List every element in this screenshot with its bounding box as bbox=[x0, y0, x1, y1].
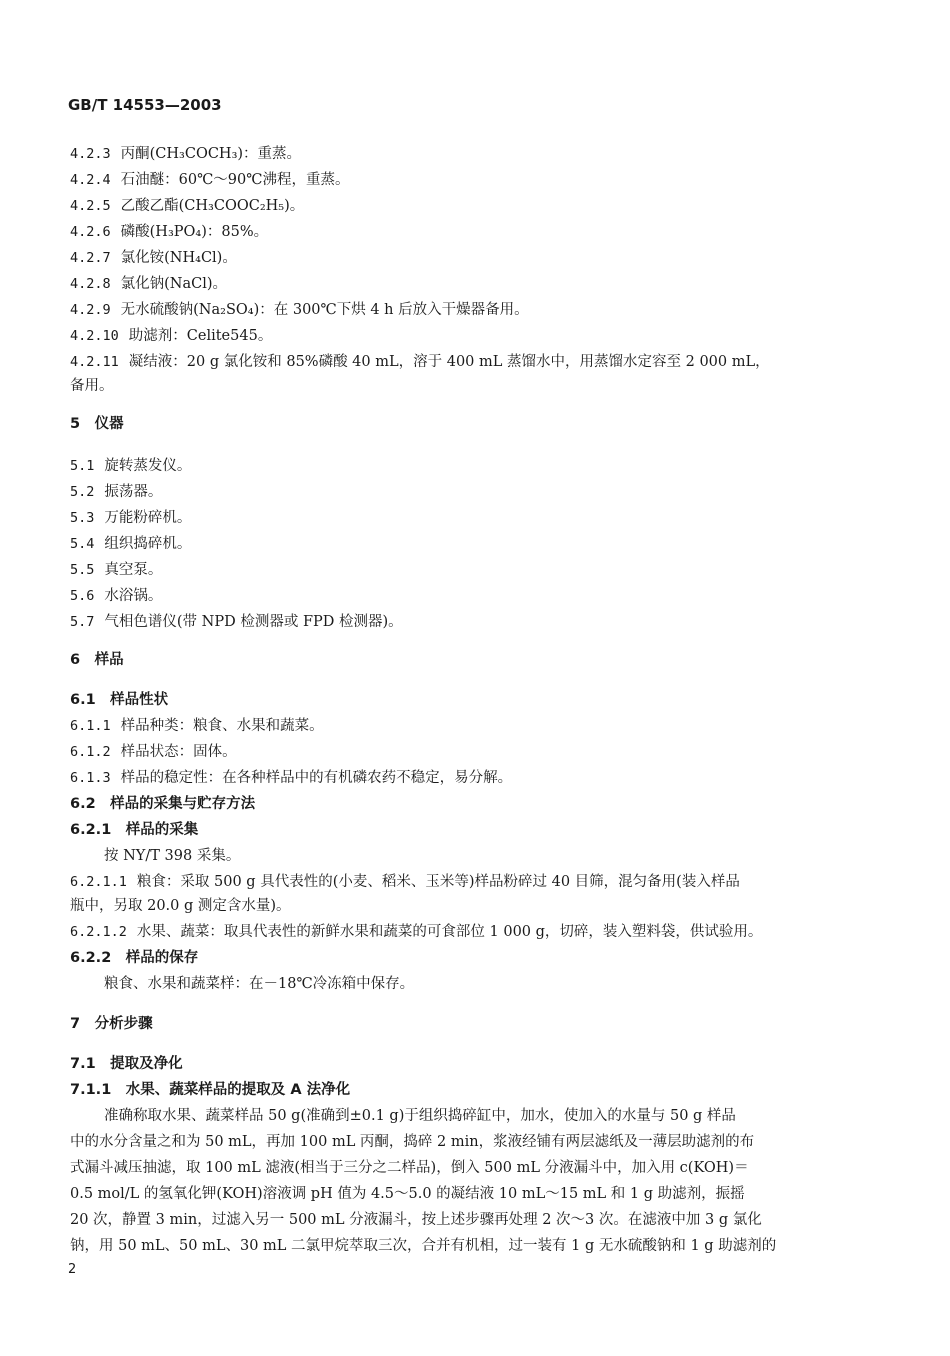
page-number: 2 bbox=[68, 1262, 77, 1277]
item-6-1-1: 6.1.1 样品种类：粮食、水果和蔬菜。 bbox=[70, 718, 324, 734]
item-6-2-1-1: 6.2.1.1 粮食：采取 500 g 具代表性的(小麦、稻米、玉米等)样品粉碎过 40 目筛，混匀备用(装入样品 bbox=[70, 874, 740, 890]
heading-6-1: 6.1 样品性状 bbox=[70, 692, 169, 708]
item-6-1-2: 6.1.2 样品状态：固体。 bbox=[70, 744, 237, 760]
item-5-5: 5.5 真空泵。 bbox=[70, 562, 163, 578]
paragraph-line: 式漏斗减压抽滤，取 100 mL 滤液(相当于三分之二样品)，倒入 500 mL 分液漏斗中，加入用 c(KOH)＝ bbox=[70, 1160, 749, 1176]
section-7-title: 7 分析步骤 bbox=[70, 1016, 153, 1032]
item-6-2-1-1-cont: 瓶中，另取 20.0 g 测定含水量)。 bbox=[70, 898, 291, 914]
paragraph-6-2-2: 粮食、水果和蔬菜样：在－18℃冷冻箱中保存。 bbox=[104, 976, 415, 992]
paragraph-line: 0.5 mol/L 的氢氧化钾(KOH)溶液调 pH 值为 4.5～5.0 的凝结液 10 mL～15 mL 和 1 g 助滤剂，振摇 bbox=[70, 1186, 745, 1202]
item-5-7: 5.7 气相色谱仪(带 NPD 检测器或 FPD 检测器)。 bbox=[70, 614, 403, 630]
reagent-4-2-3: 4.2.3 丙酮(CH₃COCH₃)：重蒸。 bbox=[70, 146, 302, 162]
reagent-4-2-6: 4.2.6 磷酸(H₃PO₄)：85%。 bbox=[70, 224, 269, 240]
item-5-6: 5.6 水浴锅。 bbox=[70, 588, 163, 604]
reagent-4-2-4: 4.2.4 石油醚：60℃～90℃沸程，重蒸。 bbox=[70, 172, 350, 188]
reagent-4-2-8: 4.2.8 氯化钠(NaCl)。 bbox=[70, 276, 228, 292]
standard-header: GB/T 14553—2003 bbox=[68, 96, 222, 114]
heading-7-1: 7.1 提取及净化 bbox=[70, 1056, 183, 1072]
item-6-1-3: 6.1.3 样品的稳定性：在各种样品中的有机磷农药不稳定，易分解。 bbox=[70, 770, 513, 786]
paragraph-line: 中的水分含量之和为 50 mL，再加 100 mL 丙酮，捣碎 2 min，浆液经铺有两层滤纸及一薄层助滤剂的布 bbox=[70, 1134, 755, 1150]
heading-7-1-1: 7.1.1 水果、蔬菜样品的提取及 A 法净化 bbox=[70, 1082, 351, 1098]
section-6-title: 6 样品 bbox=[70, 652, 124, 668]
heading-6-2-2: 6.2.2 样品的保存 bbox=[70, 950, 199, 966]
reagent-4-2-7: 4.2.7 氯化铵(NH₄Cl)。 bbox=[70, 250, 237, 266]
paragraph-line: 钠，用 50 mL、50 mL、30 mL 二氯甲烷萃取三次，合并有机相，过一装有 1 g 无水硫酸钠和 1 g 助滤剂的 bbox=[70, 1238, 777, 1254]
reagent-4-2-11: 4.2.11 凝结液：20 g 氯化铵和 85%磷酸 40 mL，溶于 400 mL 蒸馏水中，用蒸馏水定容至 2 000 mL， bbox=[70, 354, 770, 370]
heading-6-2-1: 6.2.1 样品的采集 bbox=[70, 822, 199, 838]
reagent-4-2-9: 4.2.9 无水硫酸钠(Na₂SO₄)：在 300℃下烘 4 h 后放入干燥器备用。 bbox=[70, 302, 529, 318]
item-5-2: 5.2 振荡器。 bbox=[70, 484, 163, 500]
reagent-4-2-11-cont: 备用。 bbox=[70, 378, 114, 394]
item-5-3: 5.3 万能粉碎机。 bbox=[70, 510, 192, 526]
item-6-2-1-2: 6.2.1.2 水果、蔬菜：取具代表性的新鲜水果和蔬菜的可食部位 1 000 g，切碎，装入塑料袋，供试验用。 bbox=[70, 924, 763, 940]
item-5-4: 5.4 组织捣碎机。 bbox=[70, 536, 192, 552]
reagent-4-2-5: 4.2.5 乙酸乙酯(CH₃COOC₂H₅)。 bbox=[70, 198, 305, 214]
heading-6-2: 6.2 样品的采集与贮存方法 bbox=[70, 796, 256, 812]
section-5-title: 5 仪器 bbox=[70, 416, 124, 432]
reagent-4-2-10: 4.2.10 助滤剂：Celite545。 bbox=[70, 328, 273, 344]
paragraph-6-2-1: 按 NY/T 398 采集。 bbox=[104, 848, 241, 864]
paragraph-line: 准确称取水果、蔬菜样品 50 g(准确到±0.1 g)于组织捣碎缸中，加水，使加入的水量与 50 g 样品 bbox=[104, 1108, 736, 1124]
paragraph-line: 20 次，静置 3 min，过滤入另一 500 mL 分液漏斗，按上述步骤再处理 2 次～3 次。在滤液中加 3 g 氯化 bbox=[70, 1212, 762, 1228]
item-5-1: 5.1 旋转蒸发仪。 bbox=[70, 458, 192, 474]
